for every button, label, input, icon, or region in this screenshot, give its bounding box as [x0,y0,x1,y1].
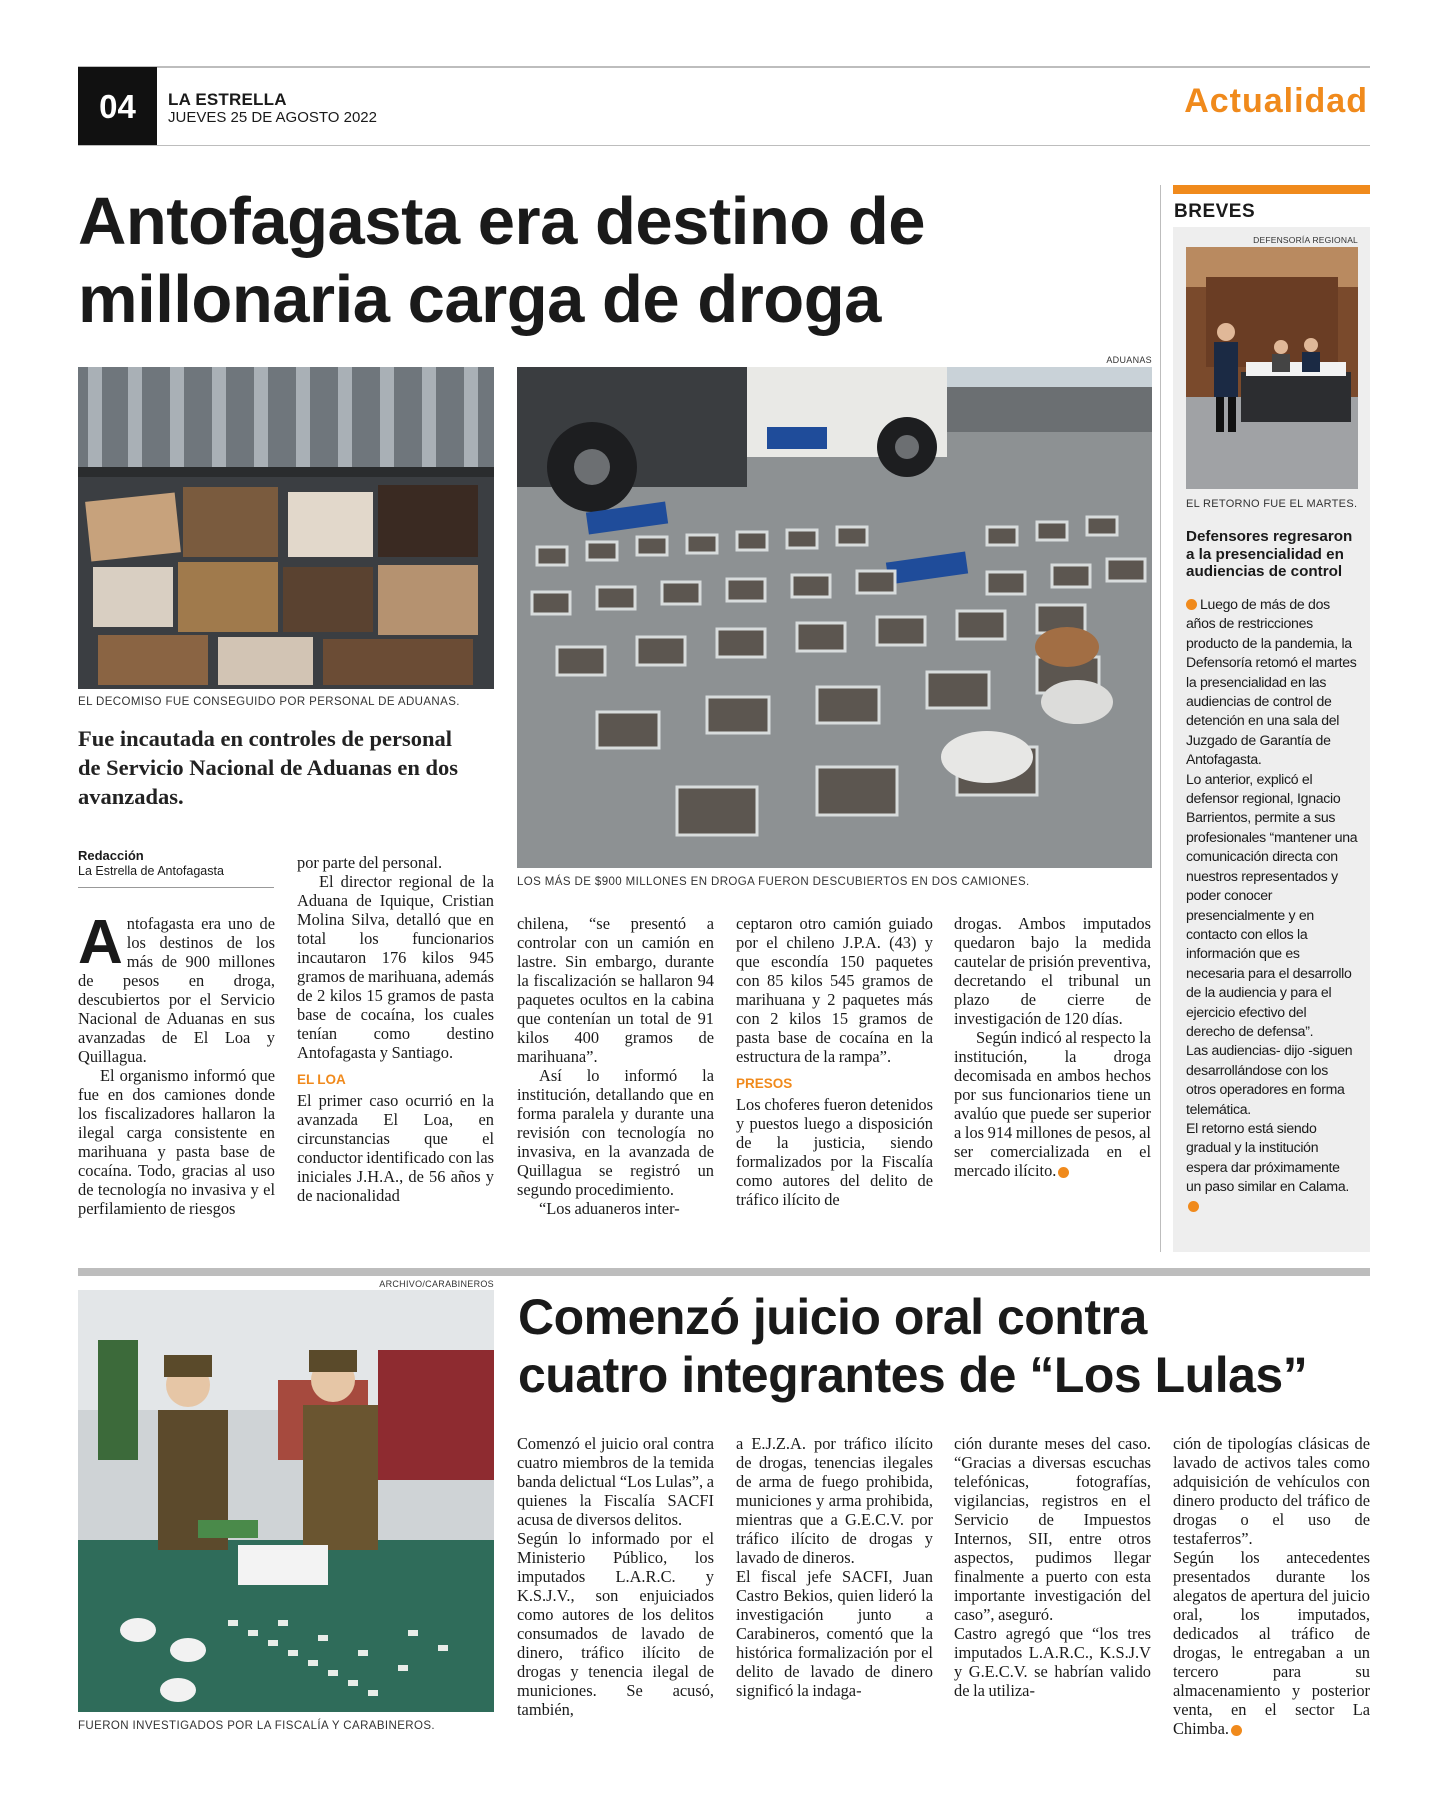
seized-drug-photo [78,367,494,689]
courtroom-photo [1186,247,1358,489]
article1-col4-p2: Los choferes fueron detenidos y puestos luego a disposición de la justicia, siendo formalizados por la Fiscalía como autores del delito de tráfico ilícito de [736,1095,933,1209]
sidebar-p3: Las audiencias- dijo -siguen desarrollándose con los otros operadores en forma telemática. [1186,1042,1353,1117]
article1-col2-p3: El primer caso ocurrió en la avanzada El Loa, en circunstancias que el conductor identificado con las iniciales J.H.A., de 56 años y de nacionalidad [297,1091,494,1205]
sidebar-p2: Lo anterior, explicó el defensor regional, Ignacio Barrientos, permite a sus profesionales “mantener una comunicación directa con nuestros representados y poder conocer presencialmente y en contacto con ellos la información que es necesaria para el desarrollo de la audiencia y para el ejercicio efectivo del derecho de defensa”. [1186,770,1358,1039]
article-deck: Fue incautada en controles de personal de Servicio Nacional de Aduanas en dos avanzadas. [78,726,459,809]
carabineros-photo [78,1290,494,1712]
article2-column-3 [954,1434,1151,1700]
paper-name: LA ESTRELLA [168,90,287,109]
sidebar-p1: Luego de más de dos años de restricciones producto de la pandemia, la Defensoría retomó el martes la presencialidad en las audiencias de control de detención en una sala del Juzgado de Garantía de Antofagasta. [1186,596,1357,768]
header-bottom-rule [78,145,1370,146]
header-top-rule [78,66,1370,68]
byline-rule [78,887,274,888]
article2-column-4 [1173,1434,1370,1738]
sidebar-divider [1160,185,1161,1252]
drop-cap: A [78,908,123,977]
article2-column-2 [736,1434,933,1700]
second-headline-line1: Comenzó juicio oral contra [518,1289,1147,1345]
sidebar-title: BREVES [1174,201,1256,222]
article1-col3-p3: “Los aduaneros inter- [539,1199,680,1218]
byline-organization: La Estrella de Antofagasta [78,864,224,878]
article1-col5-p1: drogas. Ambos imputados quedaron bajo la medida cautelar de prisión preventiva, decretando el tribunal un plazo de cierre de investigación de 120 días. [954,914,1151,1028]
carabineros-illustration [78,1290,494,1712]
subhead-el-loa: EL LOA [297,1072,346,1087]
page-number: 04 [78,67,157,146]
sidebar-photo-credit: DEFENSORÍA REGIONAL [1253,235,1358,245]
article2-col3-p2: Castro agregó que “los tres imputados L.A.R.C., K.S.J.V y G.E.C.V. se habrían valido de la utiliza- [954,1624,1151,1700]
end-mark-icon [1058,1167,1069,1178]
section-label: Actualidad [1184,82,1368,120]
article2-col2-p1: a E.J.Z.A. por tráfico ilícito de drogas, tenencias ilegales de arma de fuego prohibida, municiones y arma prohibida, mientras que a G.E.C.V. por tráfico ilícito de drogas y lavado de dineros. [736,1434,933,1567]
photo3-caption: FUERON INVESTIGADOS POR LA FISCALÍA Y CARABINEROS. [78,1720,435,1732]
article1-col5-p2: Según indicó al respecto la institución, la droga decomisada en ambos hechos por sus funcionarios tiene un avalúo que puede ser superior a los 914 millones de pesos, al ser comercializada en el mercado ilícito. [954,1028,1151,1180]
end-mark-icon [1231,1725,1242,1736]
sidebar-p4: El retorno está siendo gradual y la institución espera dar próximamente un paso similar en Calama. [1186,1119,1349,1195]
article1-col1-p1: ntofagasta era uno de los destinos de los más de 900 millones de pesos en droga, descubiertos por el Servicio Nacional de Aduanas en sus avanzadas de El Loa y Quillagua. [78,914,275,1066]
byline-name: Redacción [78,848,144,863]
main-headline-line2: millonaria carga de droga [78,262,881,337]
article1-col3-p2: Así lo informó la institución, detallando que en forma paralela y durante una revisión con tecnología no invasiva, en la avanzada de Quillagua se registró un segundo procedimiento. [517,1066,714,1199]
section-divider [78,1268,1370,1276]
article2-col3-p1: ción durante meses del caso. “Gracias a diversas escuchas telefónicas, fotografías, vigilancias, registros en el Servicio de Impuestos Internos, SII, entre otros aspectos, pudimos llegar finalmente a puerto con esta importante investigación del caso”, aseguró. [954,1434,1151,1624]
sidebar-accent-bar [1173,185,1370,194]
courtroom-illustration [1186,247,1358,489]
main-headline [78,183,1138,339]
trucks-drug-photo [517,367,1152,868]
second-headline [518,1288,1378,1404]
trucks-drug-illustration [517,367,1152,868]
article1-col3-p1: chilena, “se presentó a controlar con un camión en lastre. Sin embargo, durante la fiscalización se hallaron 94 paquetes ocultos en la cabina que contenían un total de 91 kilos 400 gramos de marihuana”. [517,914,714,1066]
article1-col2-p1: por parte del personal. [297,853,443,872]
sidebar-photo-caption: EL RETORNO FUE EL MARTES. [1186,498,1358,510]
photo2-caption: LOS MÁS DE $900 MILLONES EN DROGA FUERON DESCUBIERTOS EN DOS CAMIONES. [517,876,1030,888]
article1-column-5 [954,914,1151,1180]
subhead-presos: PRESOS [736,1076,793,1091]
article2-col4-p2: Según los antecedentes presentados durante los alegatos de apertura del juicio oral, los imputados, dedicados al tráfico de drogas, le entregaban a un tercero para su almacenamiento y posterior venta, en el sector La Chimba. [1173,1548,1370,1738]
article2-col1-p1: Comenzó el juicio oral contra cuatro miembros de la temida banda delictual “Los Lulas”, a quienes la Fiscalía SACFI acusa de diversos delitos. [517,1434,714,1529]
article1-col1-p2: El organismo informó que fue en dos camiones donde los fiscalizadores hallaron la ilegal carga consistente en marihuana y pasta base de cocaína. Todo, gracias al uso de tecnología no invasiva y el perfilamiento de riesgos [78,1066,275,1218]
issue-date: JUEVES 25 DE AGOSTO 2022 [168,109,377,126]
second-headline-line2: cuatro integrantes de “Los Lulas” [518,1347,1308,1403]
sidebar-headline: Defensores regresaron a la presencialidad en audiencias de control [1186,528,1353,580]
seized-drug-illustration [78,367,494,689]
article2-col4-p1: ción de tipologías clásicas de lavado de activos tales como adquisición de vehículos con dinero producto del tráfico de drogas o el uso de testaferros”. [1173,1434,1370,1548]
end-mark-icon [1188,1201,1199,1212]
article2-col2-p2: El fiscal jefe SACFI, Juan Castro Bekios, quien lideró la investigación junto a Carabineros, comentó que la histórica formalización por el delito de lavado de dinero significó la indaga- [736,1567,933,1700]
article1-col2-p2: El director regional de la Aduana de Iquique, Cristian Molina Silva, detalló que en total los funcionarios incautaron 176 kilos 945 gramos de marihuana, además de 2 kilos 15 gramos de pasta base de cocaína, los cuales tenían como destino Antofagasta y Santiago. [297,872,494,1062]
photo2-credit: ADUANAS [1106,355,1152,365]
article2-col1-p2: Según lo informado por el Ministerio Público, los imputados L.A.R.C. y K.S.J.V., son enjuiciados como autores de los delitos consumados de lavado de dinero, tráfico ilícito de drogas y tenencia ilegal de municiones. Se acusó, también, [517,1529,714,1719]
article1-column-1 [78,908,275,1218]
sidebar-body [1186,595,1358,1216]
article1-col4-p1: ceptaron otro camión guiado por el chileno J.P.A. (43) y que escondía 150 paquetes con 85 kilos 545 gramos de marihuana y 2 paquetes más con 2 kilos 15 gramos de pasta base de cocaína en la estructura de la rampa”. [736,914,933,1066]
article1-column-3 [517,914,714,1218]
main-headline-line1: Antofagasta era destino de [78,184,926,259]
photo3-credit: ARCHIVO/CARABINEROS [379,1279,494,1289]
photo1-caption: EL DECOMISO FUE CONSEGUIDO POR PERSONAL DE ADUANAS. [78,696,460,708]
article1-column-2 [297,853,494,1205]
bullet-icon [1186,599,1197,610]
article2-column-1 [517,1434,714,1719]
article1-column-4 [736,914,933,1209]
